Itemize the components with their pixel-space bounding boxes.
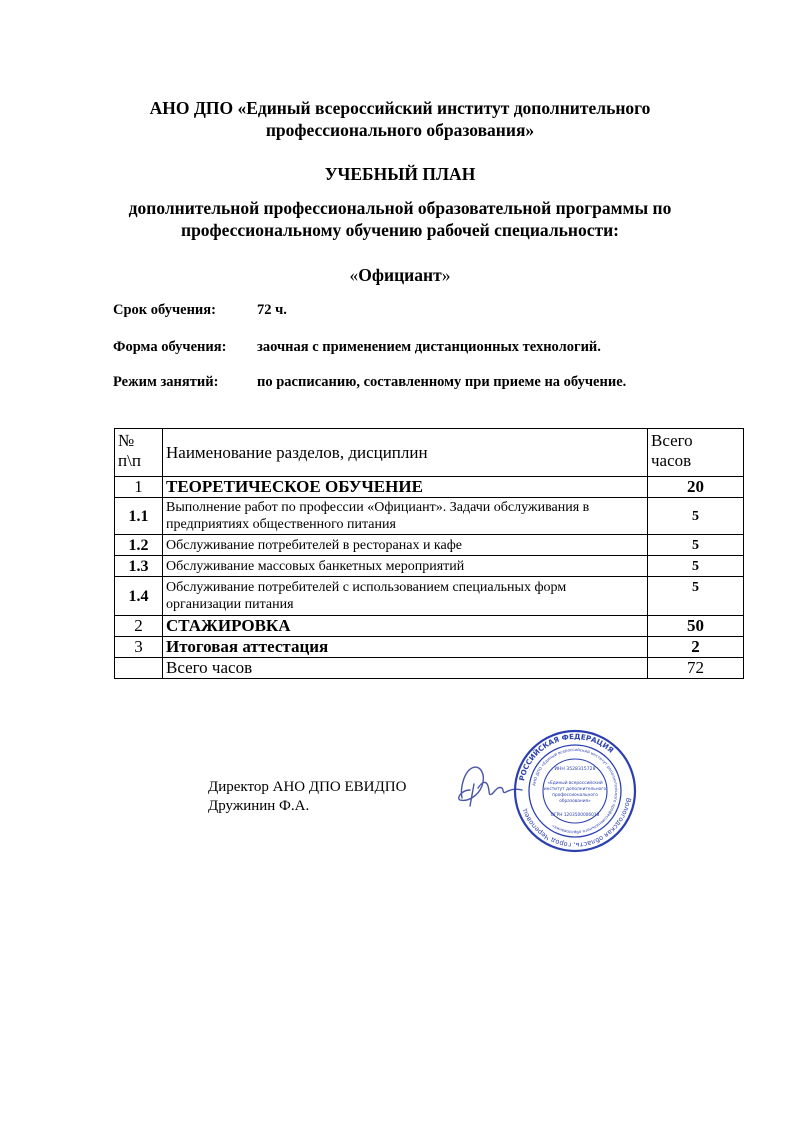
table-row xyxy=(115,535,744,556)
program-name-text: Официант xyxy=(358,265,442,285)
stamp-center-line2: институт дополнительного xyxy=(543,787,607,792)
table-row xyxy=(115,577,744,616)
director-title: Директор АНО ДПО ЕВИДПО xyxy=(208,779,407,795)
director-signature-block xyxy=(208,778,406,816)
meta-schedule-value: по расписанию, составленному при приеме на обучение. xyxy=(257,374,627,390)
row-number xyxy=(115,658,163,679)
table-row xyxy=(115,477,744,498)
stamp-ogrn: ОГРН 1203500006018 xyxy=(550,813,600,818)
row-name: ТЕОРЕТИЧЕСКОЕ ОБУЧЕНИЕ xyxy=(163,477,648,498)
stamp-center-line1: «Единый всероссийский xyxy=(547,781,603,786)
meta-duration-label: Срок обучения: xyxy=(113,302,216,318)
row-name: Обслуживание потребителей с использованием специальных форм организации питания xyxy=(163,577,648,616)
organization-title-line1: АНО ДПО «Единый всероссийский институт дополнительного xyxy=(149,98,651,118)
table-row xyxy=(115,498,744,535)
row-hours: 2 xyxy=(648,637,744,658)
meta-form-label: Форма обучения: xyxy=(113,339,227,355)
program-name xyxy=(0,264,800,286)
stamp-center-line4: образования» xyxy=(559,799,591,804)
table-header-row xyxy=(115,429,744,477)
row-name: Итоговая аттестация xyxy=(163,637,648,658)
header-hours-line1: Всего xyxy=(651,431,693,450)
row-number: 3 xyxy=(115,637,163,658)
meta-duration xyxy=(113,301,287,319)
row-hours: 5 xyxy=(648,577,744,616)
row-name: СТАЖИРОВКА xyxy=(163,616,648,637)
header-hours-line2: часов xyxy=(651,451,692,470)
row-hours: 5 xyxy=(648,498,744,535)
meta-schedule-label: Режим занятий: xyxy=(113,374,219,390)
header-number xyxy=(115,429,163,477)
stamp-outer-bottom: Вологодская область, город Череповец xyxy=(520,797,633,850)
row-number: 1.2 xyxy=(115,535,163,556)
plan-title: УЧЕБНЫЙ ПЛАН xyxy=(324,164,476,184)
stamp-inner-ring: АНО ДПО «Единый всероссийский институт дополнительного профессионального образования» xyxy=(531,746,620,836)
row-number: 1.3 xyxy=(115,556,163,577)
header-hours xyxy=(648,429,744,477)
table-total-row xyxy=(115,658,744,679)
director-name: Дружинин Ф.А. xyxy=(208,798,310,814)
stamp-outer-top: РОССИЙСКАЯ ФЕДЕРАЦИЯ xyxy=(517,731,616,782)
row-number: 1 xyxy=(115,477,163,498)
row-hours: 20 xyxy=(648,477,744,498)
curriculum-table xyxy=(114,428,744,679)
row-name: Обслуживание потребителей в ресторанах и кафе xyxy=(163,535,648,556)
program-quote-close: » xyxy=(441,265,451,285)
table-row xyxy=(115,556,744,577)
stamp-center-line3: профессионального xyxy=(552,793,598,798)
meta-form xyxy=(113,338,601,356)
meta-schedule xyxy=(113,373,626,391)
table-row xyxy=(115,616,744,637)
organization-stamp xyxy=(512,728,638,854)
meta-duration-value: 72 ч. xyxy=(257,302,287,318)
row-name: Обслуживание массовых банкетных мероприятий xyxy=(163,556,648,577)
row-number: 1.4 xyxy=(115,577,163,616)
row-hours: 5 xyxy=(648,535,744,556)
organization-title-line2: профессионального образования» xyxy=(265,120,535,140)
meta-form-value: заочная с применением дистанционных технологий. xyxy=(257,339,601,355)
plan-subtitle-line2: профессиональному обучению рабочей специальности: xyxy=(180,220,620,240)
header-name: Наименование разделов, дисциплин xyxy=(163,429,648,477)
row-name: Всего часов xyxy=(163,658,648,679)
row-number: 2 xyxy=(115,616,163,637)
row-hours: 50 xyxy=(648,616,744,637)
row-hours: 72 xyxy=(648,658,744,679)
header-number-line2: п\п xyxy=(118,451,141,470)
row-number: 1.1 xyxy=(115,498,163,535)
row-name: Выполнение работ по профессии «Официант». Задачи обслуживания в предприятиях общественного питания xyxy=(163,498,648,535)
row-hours: 5 xyxy=(648,556,744,577)
plan-subtitle-line1: дополнительной профессиональной образовательной программы по xyxy=(128,198,672,218)
table-row xyxy=(115,637,744,658)
stamp-inn: ИНН 3528315728 xyxy=(554,767,596,772)
organization-title xyxy=(0,97,800,141)
header-number-line1: № xyxy=(118,431,135,450)
plan-subtitle xyxy=(0,197,800,241)
program-quote-open: « xyxy=(349,265,359,285)
